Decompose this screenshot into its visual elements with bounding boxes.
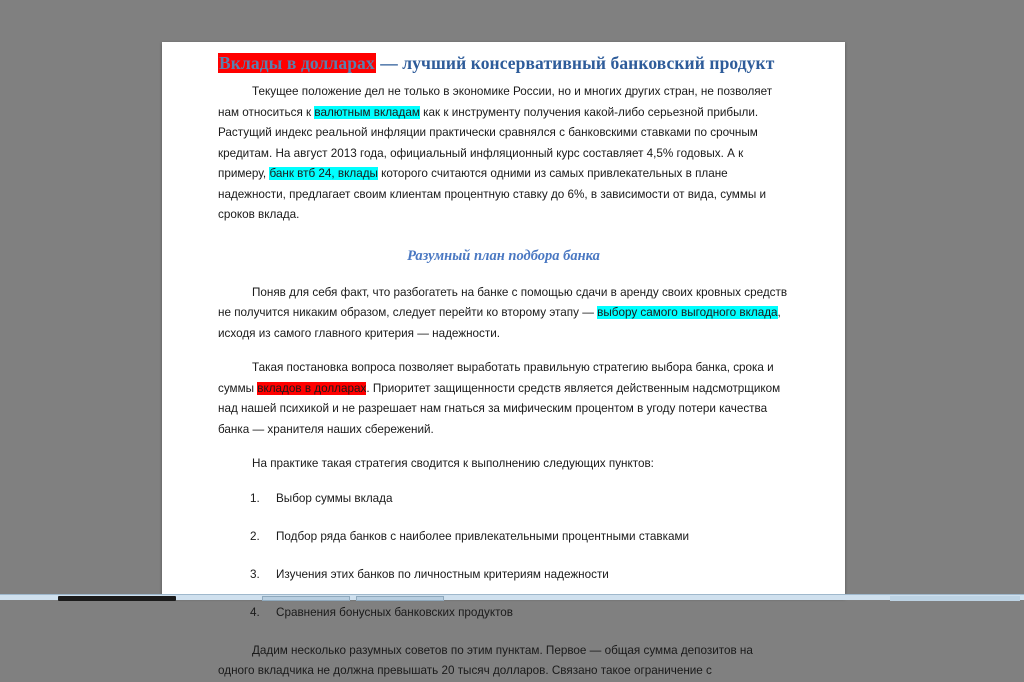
paragraph-2-highlight-1: выбору самого выгодного вклада [597,306,778,319]
taskbar[interactable] [0,594,1024,600]
paragraph-3-highlight-1: вкладов в долларах [257,381,367,395]
title-highlighted-phrase: Вклады в долларах [219,53,375,73]
paragraph-3-part-2: . Приоритет защищенности средств является действенным надсмотрщиком над нашей психикой и не разрешает нам гнаться за мифическим процентом в угоду потери качества банка — хранителя наших сбережений. [218,381,781,436]
document-title [218,52,789,74]
paragraph-5: Дадим несколько разумных советов по этим пунктам. Первое — общая сумма депозитов на одного вкладчика не должна превышать 20 тысяч долларов. Связано такое ограничение с [218,643,753,677]
list-item: Сравнения бонусных банковских продуктов [276,605,514,619]
paragraph-2-part-1: Поняв для себя факт, что разбогатеть на банке с помощью сдачи в аренду своих кровных средств не получится никаким образом, следует перейти ко второму этапу — [218,285,788,319]
paragraph-2-part-2: , исходя из самого главного критерия — надежности. [218,306,781,340]
document-content [162,42,845,682]
list-item: Подбор ряда банков с наиболее привлекательными процентными ставками [276,529,690,543]
taskbar-system-tray[interactable] [890,596,1020,601]
paragraph-1-highlight-1: валютным вкладам [314,105,420,119]
paragraph-3-part-1: Такая постановка вопроса позволяет выработать правильную стратегию выбора банка, срока и суммы [218,361,774,395]
taskbar-start-button[interactable] [58,596,176,601]
document-subtitle: Разумный план подбора банка [407,247,600,264]
numbered-list [218,489,789,623]
paragraph-1-highlight-2: банк втб 24, вклады [269,167,378,180]
paragraph-3 [218,358,789,440]
document-page [162,42,845,677]
paragraph-1-part-3: которого считаются одними из самых привлекательных в плане надежности, предлагает своим клиентам процентную ставку до 6%, в зависимости от вида, суммы и сроков вклада. [218,167,767,221]
list-item: Выбор суммы вклада [276,491,393,505]
paragraph-1-part-2: как к инструменту получения какой-либо серьезной прибыли. Растущий индекс реальной инфляции практически сравнялся с банковскими ставками по срочным кредитам. На август 2013 года, официальный инфляционный курс составляет 4,5% годовых. А к примеру, [218,105,759,180]
paragraph-4: На практике такая стратегия сводится к выполнению следующих пунктов: [252,457,654,470]
paragraph-1-part-1: Текущее положение дел не только в экономике России, но и многих других стран, не позволяет нам относиться к [218,85,773,119]
taskbar-window-button[interactable] [356,596,444,601]
paragraph-2 [218,283,789,345]
title-rest: — лучший консервативный банковский продукт [375,53,775,73]
paragraph-1 [218,82,789,226]
taskbar-window-button[interactable] [262,596,350,601]
list-item: Изучения этих банков по личностным критериям надежности [276,567,609,581]
